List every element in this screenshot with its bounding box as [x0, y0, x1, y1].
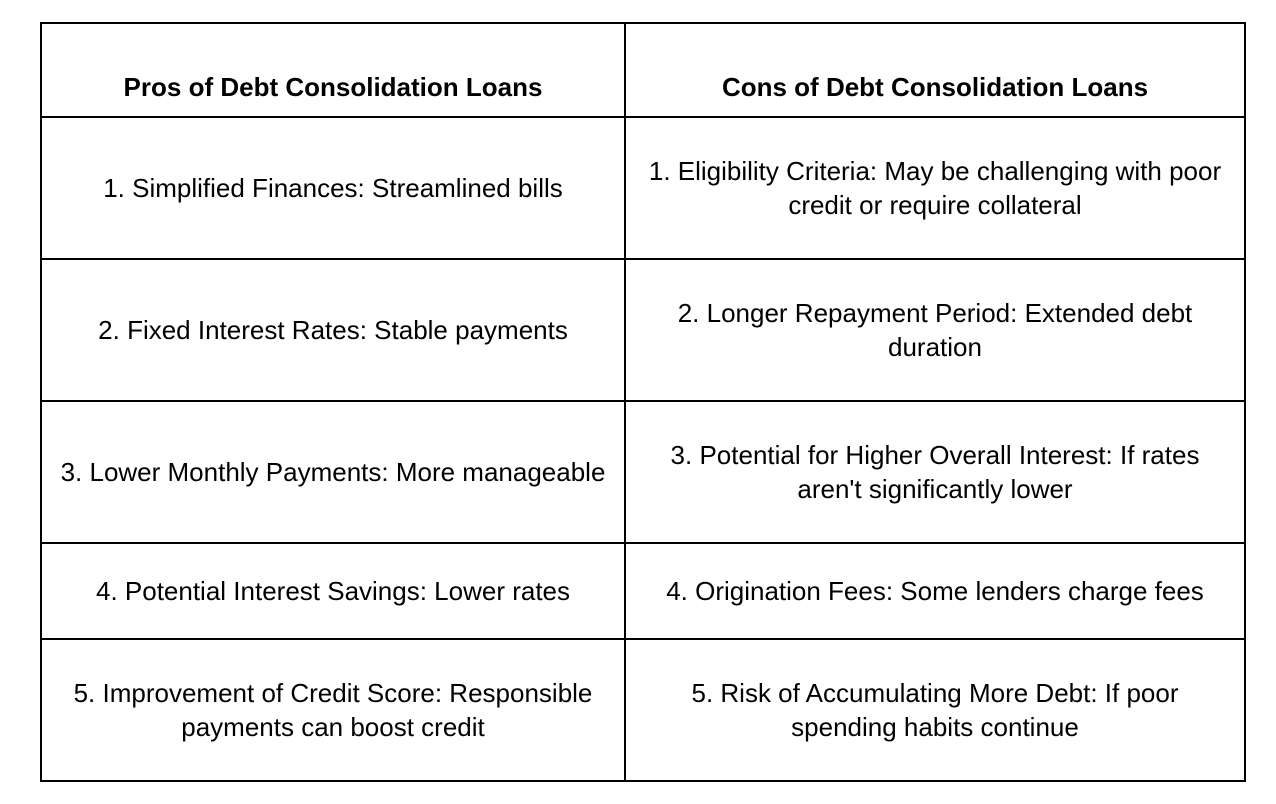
table-row [41, 639, 1245, 781]
table-row [41, 543, 1245, 639]
pros-header: Pros of Debt Consolidation Loans [41, 23, 625, 117]
table-row [41, 401, 1245, 543]
header-row [41, 23, 1245, 117]
pro-cell: 3. Lower Monthly Payments: More manageable [41, 401, 625, 543]
con-cell: 3. Potential for Higher Overall Interest: If rates aren't significantly lower [625, 401, 1245, 543]
table-row [41, 259, 1245, 401]
pro-cell: 2. Fixed Interest Rates: Stable payments [41, 259, 625, 401]
pro-cell: 4. Potential Interest Savings: Lower rates [41, 543, 625, 639]
con-cell: 2. Longer Repayment Period: Extended debt duration [625, 259, 1245, 401]
cons-header: Cons of Debt Consolidation Loans [625, 23, 1245, 117]
table-row [41, 117, 1245, 259]
pro-cell: 1. Simplified Finances: Streamlined bills [41, 117, 625, 259]
con-cell: 4. Origination Fees: Some lenders charge fees [625, 543, 1245, 639]
pros-cons-table [40, 22, 1246, 782]
con-cell: 1. Eligibility Criteria: May be challenging with poor credit or require collateral [625, 117, 1245, 259]
con-cell: 5. Risk of Accumulating More Debt: If poor spending habits continue [625, 639, 1245, 781]
pro-cell: 5. Improvement of Credit Score: Responsible payments can boost credit [41, 639, 625, 781]
